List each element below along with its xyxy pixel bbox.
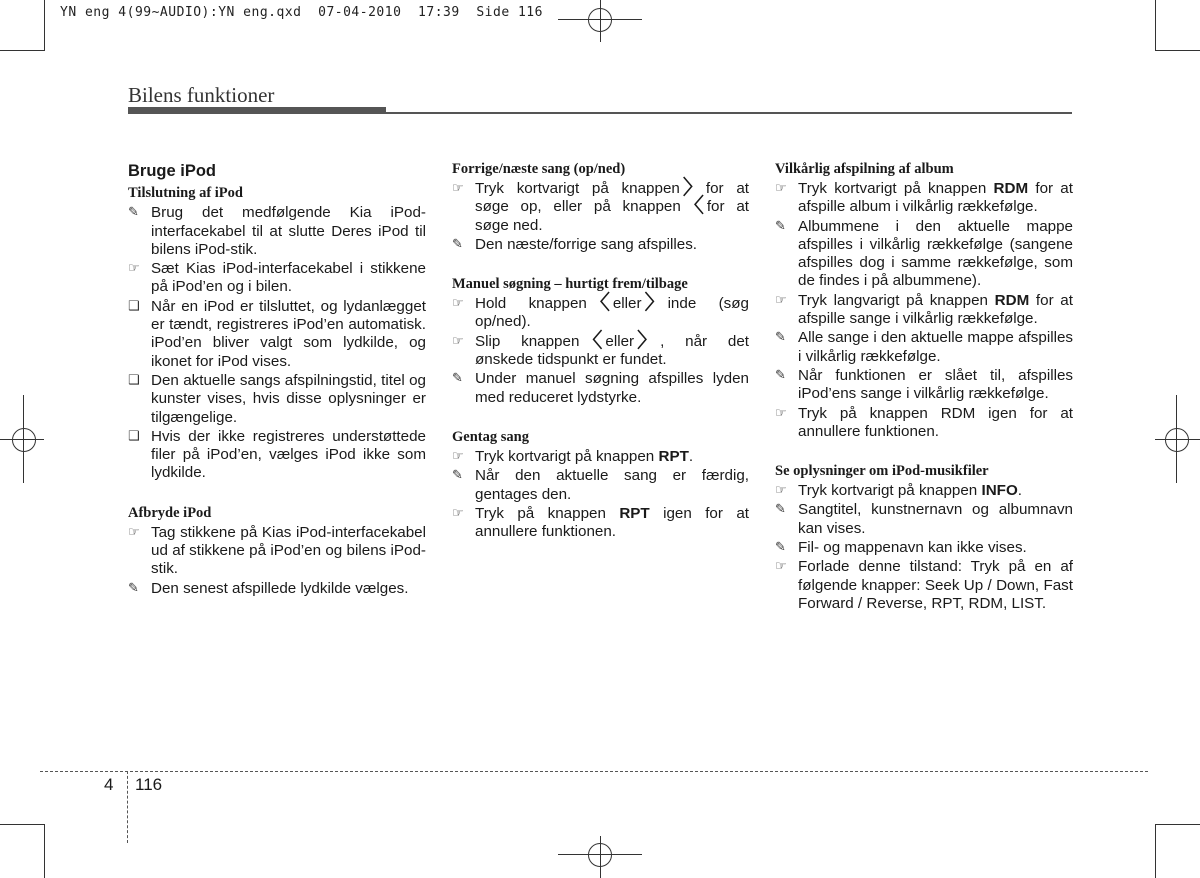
subheading: Afbryde iPod [128,504,212,521]
list-item: ☞ Forlade denne tilstand: Tryk på en af følgende knapper: Seek Up / Down, Fast Forward / Reverse, RPT, RDM, LIST. [775,558,1073,612]
registration-mark-icon [1165,428,1189,452]
title-rule [386,112,1072,114]
list-item: ✎ Fil- og mappenavn kan ikke vises. [775,539,1027,557]
list-item: ✎ Brug det medfølgende Kia iPod- interfacekabel til at slutte Deres iPod til bilens iPod-stik. [128,204,426,258]
crop-mark-icon [1155,50,1200,51]
crop-mark-icon [600,0,601,42]
list-item: ❑ Den aktuelle sangs afspilningstid, titel og kunster vises, hvis disse oplysninger er tilgængelige. [128,371,426,426]
page-number: 116 [135,775,163,794]
crop-mark-icon [1155,0,1156,50]
note-icon: ✎ [775,367,786,383]
title-bar [128,107,386,114]
list-item: ☞ Tryk kortvarigt på knappen 〉 for at søge op, eller på knappen 〈 for at søge ned. [452,177,749,234]
footer-divider [127,771,128,843]
rpt-button-label: RPT [658,447,689,465]
pointer-icon: ☞ [452,296,464,312]
list-item: ✎ Under manuel søgning afspilles lyden med reduceret lydstyrke. [452,370,749,406]
crop-mark-icon [0,824,45,825]
subheading: Forrige/næste sang (op/ned) [452,161,626,177]
chevron-right-icon: 〉 [644,292,665,315]
list-item: ❑ Hvis der ikke registreres understøttede filer på iPod’en, vælges iPod ikke som lydkilde. [128,427,426,482]
subheading: Manuel søgning – hurtigt frem/tilbage [452,276,688,293]
list-item: ☞ Tryk på knappen RPT igen for at annullere funktionen. [452,504,749,541]
pointer-icon: ☞ [452,181,464,196]
list-item: ✎ Alle sange i den aktuelle mappe afspilles i vilkårlig rækkefølge. [775,329,1073,365]
crop-mark-icon [0,50,45,51]
pointer-icon: ☞ [775,181,787,196]
list-item: ☞ Tryk kortvarigt på knappen INFO. [775,482,1022,500]
checkbox-icon: ❑ [128,298,140,314]
crop-mark-icon [44,0,45,50]
crop-mark-icon [1155,439,1200,440]
list-item: ✎ Den senest afspillede lydkilde vælges. [128,579,409,597]
crop-mark-icon [1155,824,1200,825]
column-1 [128,160,426,599]
chevron-right-icon: 〉 [682,177,703,199]
subheading: Vilkårlig afspilning af album [775,161,954,177]
chapter-number: 4 [104,775,114,794]
list-item: ✎ Albummene i den aktuelle mappe afspilles i vilkårlig rækkefølge (sangene afspilles dog i samme rækkefølge, som de findes i på albummene). [775,217,1073,290]
chevron-left-icon: 〈 [582,329,603,352]
note-icon: ✎ [775,540,786,556]
crop-mark-icon [0,439,44,440]
pointer-icon: ☞ [775,559,787,575]
pointer-icon: ☞ [452,448,464,464]
subheading: Se oplysninger om iPod-musikfiler [775,463,989,480]
checkbox-icon: ❑ [128,428,140,444]
crop-mark-icon [1155,824,1156,878]
pointer-icon: ☞ [775,292,787,308]
pointer-icon: ☞ [128,524,140,540]
pointer-icon: ☞ [452,333,464,349]
pointer-icon: ☞ [775,483,787,499]
column-2 [452,160,749,542]
list-item: ✎ Når funktionen er slået til, afspilles iPod’ens sange i vilkårlig rækkefølge. [775,366,1073,403]
list-item: ☞ Tag stikkene på Kias iPod-interfacekabel ud af stikkene på iPod’en og bilens iPod-stik. [128,523,426,578]
note-icon: ✎ [452,468,463,484]
list-item: ☞ Slip knappen 〈 eller 〉 , når det ønskede tidspunkt er fundet. [452,329,749,369]
note-icon: ✎ [452,236,463,252]
list-item: ✎ Når den aktuelle sang er færdig, gentages den. [452,467,749,503]
print-slug: YN eng 4(99~AUDIO):YN eng.qxd 07-04-2010 17:39 Side 116 [60,5,543,20]
chevron-left-icon: 〈 [589,292,610,315]
checkbox-icon: ❑ [128,372,140,388]
subheading: Gentag sang [452,428,529,445]
crop-mark-icon [600,836,601,878]
chevron-right-icon: 〉 [637,329,658,352]
crop-mark-icon [558,854,642,855]
pointer-icon: ☞ [128,261,140,277]
chevron-left-icon: 〈 [683,195,704,218]
note-icon: ✎ [128,205,139,221]
list-item: ☞ Sæt Kias iPod-interfacekabel i stikkene på iPod’en og i bilen. [128,260,426,296]
registration-mark-icon [12,428,36,452]
pointer-icon: ☞ [775,405,787,421]
list-item: ☞ Tryk kortvarigt på knappen RDM for at afspille album i vilkårlig rækkefølge. [775,180,1073,216]
rpt-button-label: RPT [619,504,650,522]
note-icon: ✎ [128,580,139,596]
subheading: Tilslutning af iPod [128,185,243,202]
note-icon: ✎ [452,371,463,387]
list-item: ✎ Sangtitel, kunstnernavn og albumnavn kan vises. [775,501,1073,537]
section-title: Bilens funktioner [128,83,275,107]
footer-rule [40,771,1148,772]
note-icon: ✎ [775,502,786,518]
list-item: ☞ Hold knappen 〈 eller 〉 inde (søg op/ned). [452,292,749,331]
pointer-icon: ☞ [452,505,464,521]
list-item: ☞ Tryk på knappen RDM igen for at annullere funktionen. [775,404,1073,440]
crop-mark-icon [44,824,45,878]
list-item: ☞ Tryk langvarigt på knappen RDM for at afspille sange i vilkårlig rækkefølge. [775,291,1073,328]
page-heading: Bruge iPod [128,162,217,180]
list-item: ☞ Tryk kortvarigt på knappen RPT. [452,447,694,465]
rdm-button-label: RDM [994,291,1030,309]
info-button-label: INFO [981,482,1018,500]
note-icon: ✎ [775,330,786,346]
list-item: ❑ Når en iPod er tilsluttet, og lydanlægget er tændt, registreres iPod’en automatisk. iPod’en bliver valgt som lydkilde, og ikonet for iPod vises. [128,297,426,370]
list-item: ✎ Den næste/forrige sang afspilles. [452,235,698,253]
note-icon: ✎ [775,218,786,234]
crop-mark-icon [558,19,642,20]
rdm-button-label: RDM [993,180,1029,197]
column-3 [775,160,1073,614]
